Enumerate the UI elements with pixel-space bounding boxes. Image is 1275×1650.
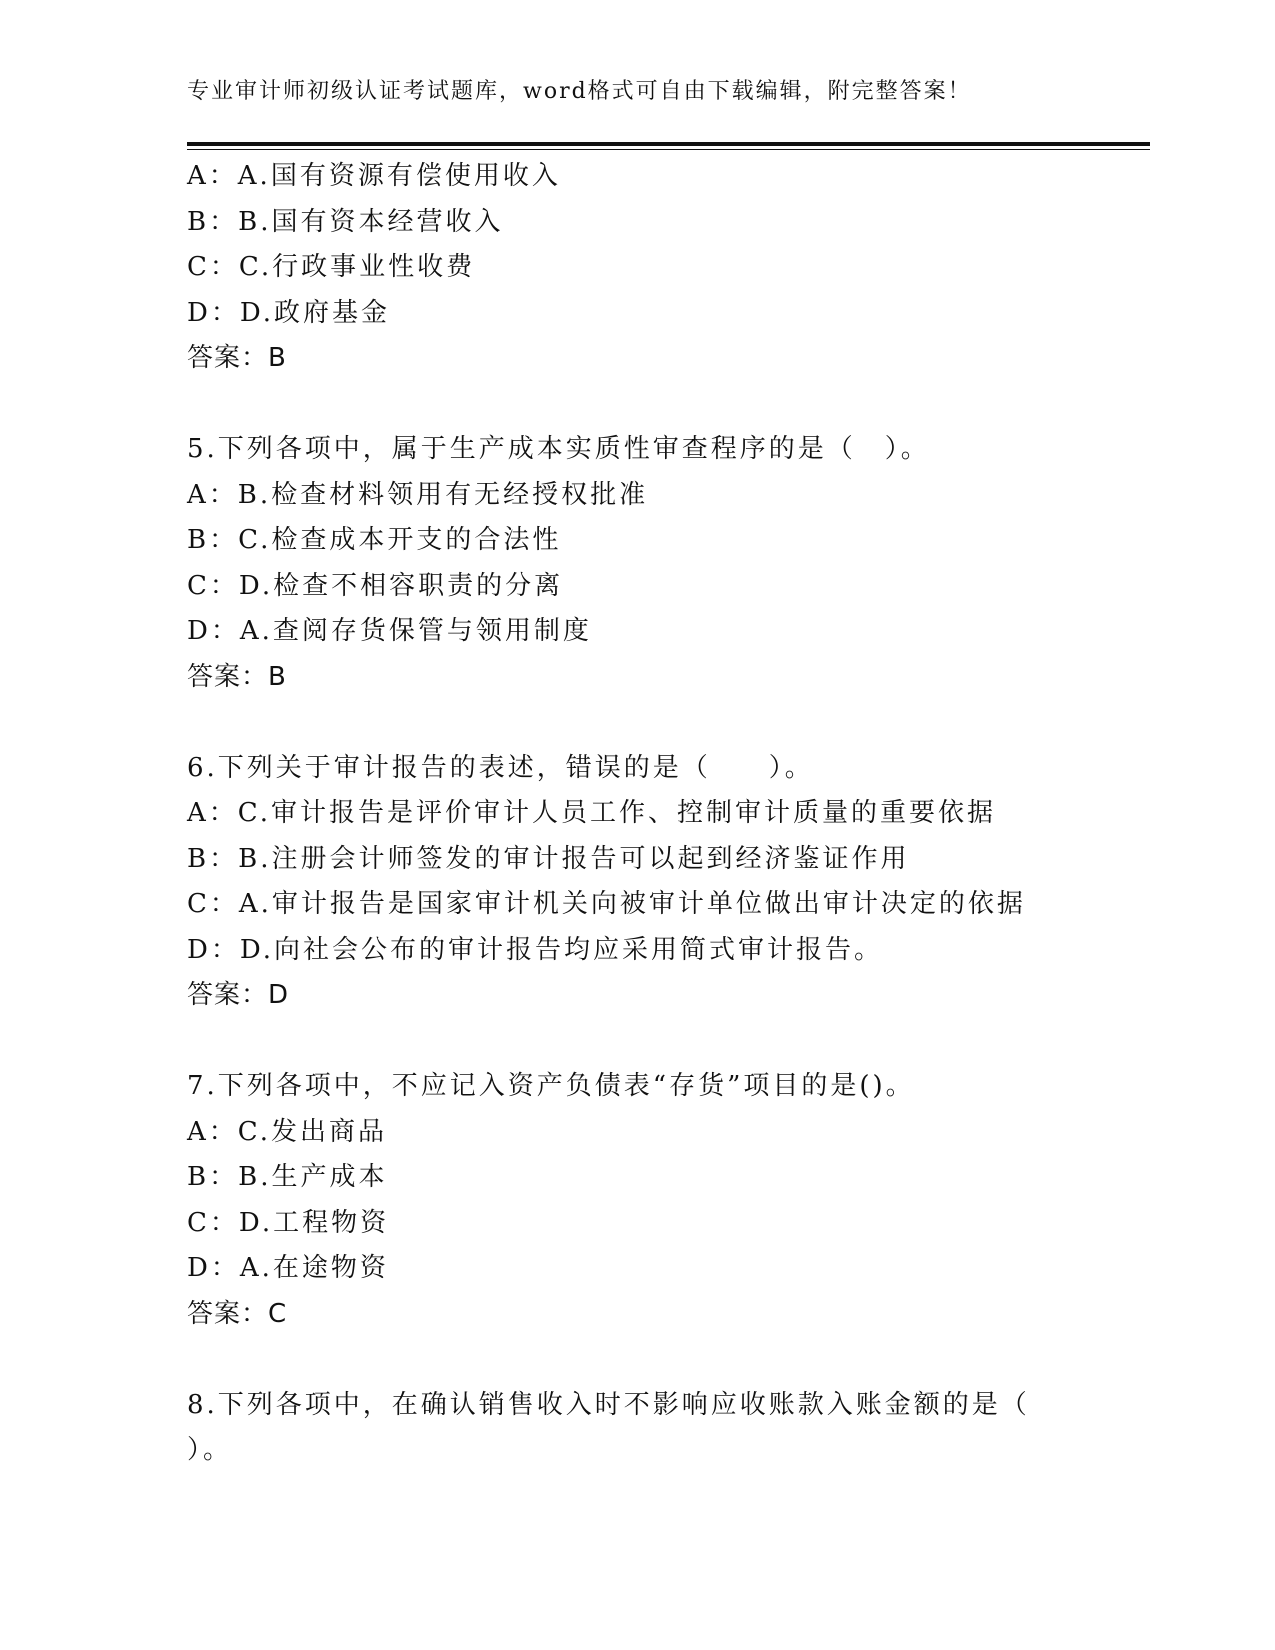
question-stem: 7.下列各项中，不应记入资产负债表“存货”项目的是()。 [187, 1071, 915, 1101]
question-4 [187, 154, 1087, 382]
question-stem-line-1: 8.下列各项中，在确认销售收入时不影响应收账款入账金额的是（ [187, 1389, 1030, 1420]
option-d: D：A.在途物资 [187, 1253, 389, 1283]
question-7 [187, 1064, 1087, 1337]
header-rule-thin [187, 149, 1150, 150]
option-d: D：D.向社会公布的审计报告均应采用简式审计报告。 [187, 934, 884, 965]
spacer [187, 1337, 1087, 1383]
option-a: A：A.国有资源有偿使用收入 [187, 161, 561, 191]
header-rule-thick [187, 142, 1150, 146]
question-6 [187, 746, 1087, 1019]
option-c: C：C.行政事业性收费 [187, 252, 476, 282]
question-list [187, 154, 1087, 1474]
spacer [187, 700, 1087, 746]
option-c: C：D.检查不相容职责的分离 [187, 570, 564, 601]
answer: 答案：B [187, 343, 287, 373]
spacer [187, 382, 1087, 428]
option-d: D：A.查阅存货保管与领用制度 [187, 616, 592, 646]
page-header: 专业审计师初级认证考试题库，word格式可自由下载编辑，附完整答案！ [187, 79, 972, 104]
question-5 [187, 427, 1087, 700]
question-8 [187, 1383, 1087, 1474]
question-stem: 6.下列关于审计报告的表述，错误的是（ ）。 [187, 752, 814, 783]
option-a: A：C.发出商品 [187, 1116, 388, 1147]
spacer [187, 1019, 1087, 1065]
option-d: D：D.政府基金 [187, 297, 391, 328]
option-a: A：B.检查材料领用有无经授权批准 [187, 479, 649, 510]
option-b: B：C.检查成本开支的合法性 [187, 525, 562, 555]
option-c: C：D.工程物资 [187, 1207, 390, 1238]
option-b: B：B.国有资本经营收入 [187, 206, 504, 237]
option-c: C：A.审计报告是国家审计机关向被审计单位做出审计决定的依据 [187, 889, 1026, 919]
answer: 答案：D [187, 980, 290, 1010]
option-b: B：B.生产成本 [187, 1162, 388, 1192]
answer: 答案：C [187, 1298, 288, 1329]
option-b: B：B.注册会计师签发的审计报告可以起到经济鉴证作用 [187, 843, 910, 874]
option-a: A：C.审计报告是评价审计人员工作、控制审计质量的重要依据 [187, 798, 997, 828]
question-stem-line-2: ）。 [187, 1435, 233, 1465]
question-stem: 5.下列各项中，属于生产成本实质性审查程序的是（ ）。 [187, 434, 930, 464]
answer: 答案：B [187, 661, 287, 692]
